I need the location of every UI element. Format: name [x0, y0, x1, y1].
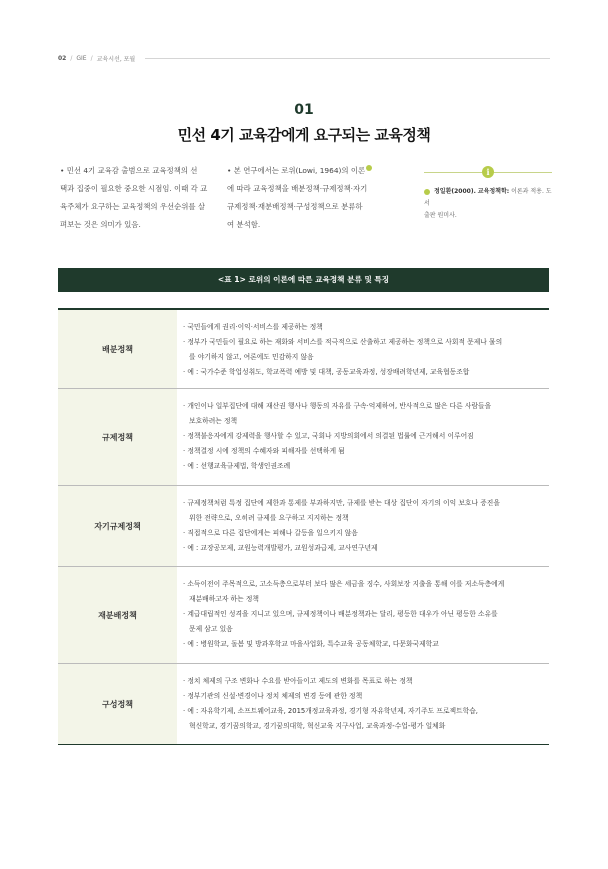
page-header: [58, 52, 550, 64]
row-line: · 예 : 선행교육규제법, 학생인권조례: [183, 462, 291, 470]
header-separator: /: [70, 54, 73, 62]
intro-line: 에 따라 교육정책을 배분정책·규제정책·자기: [227, 184, 368, 193]
intro-line: 택과 집중이 필요한 중요한 시점임. 이때 각 교: [60, 184, 208, 193]
info-icon: i: [482, 166, 494, 178]
row-line: 재분배하고자 하는 정책: [189, 595, 259, 603]
row-content: [177, 389, 549, 485]
intro-line: • 민선 4기 교육감 출범으로 교육정책의 선: [60, 166, 198, 175]
table-row: [58, 310, 549, 389]
header-rule: [145, 58, 550, 59]
table-row: [58, 664, 549, 745]
row-line: 위한 전략으로, 오히려 규제를 요구하고 지지하는 정책: [189, 514, 349, 522]
intro-line: • 본 연구에서는 로위(Lowi, 1964)의 이론: [227, 162, 397, 180]
row-line: · 정책불응자에게 강제력을 행사할 수 있고, 국회나 지방의회에서 의결된 법률에 근거해서 이루어짐: [183, 432, 474, 440]
row-line: · 정책결정 시에 정책의 수혜자와 피해자를 선택하게 됨: [183, 447, 345, 455]
section-number: 01: [294, 102, 314, 118]
row-line: · 소득이전이 주목적으로, 고소득층으로부터 보다 많은 세금을 징수, 사회보장 지출을 통해 이를 저소득층에게: [183, 580, 505, 588]
table-row: [58, 486, 549, 567]
row-line: · 직접적으로 다른 집단에게는 피해나 갈등을 일으키지 않음: [183, 529, 358, 537]
row-label: 규제정책: [58, 389, 177, 485]
row-label: 자기규제정책: [58, 486, 177, 566]
intro-line: 여 분석함.: [227, 220, 261, 229]
row-label: 구성정책: [58, 664, 177, 744]
row-line: · 국민들에게 권리·이익·서비스를 제공하는 정책: [183, 323, 323, 331]
row-line: · 예 : 국가수준 학업성취도, 학교폭력 예방 및 대책, 공동교육과정, 성장배려학년제, 교육협동조합: [183, 368, 470, 376]
page-number: 02: [58, 54, 67, 62]
table-title: <표 1> 로위의 이론에 따른 교육정책 분류 및 특징: [58, 268, 549, 292]
footnote-marker-icon: [366, 165, 372, 171]
row-line: · 계급대립적인 성격을 지니고 있으며, 규제정책이나 배분정책과는 달리, 평등한 대우가 아닌 평등한 소유를: [183, 610, 498, 618]
table-row: [58, 567, 549, 664]
row-line: · 예 : 병원학교, 돌봄 및 방과후학교 마을사업화, 특수교육 공동체학교, 다문화국제학교: [183, 640, 439, 648]
intro-line: 펴보는 것은 의미가 있음.: [60, 220, 141, 229]
intro-line: 규제정책·재분배정책·구성정책으로 분류하: [227, 202, 363, 211]
row-line: · 예 : 자유학기제, 소프트웨어교육, 2015개정교육과정, 경기형 자유학년제, 자기주도 프로젝트학습,: [183, 707, 478, 715]
intro-column-1: [60, 162, 210, 234]
row-content: [177, 664, 549, 744]
header-crumb-gie: GIE: [76, 54, 87, 62]
row-line: · 예 : 교장공모제, 교원능력개발평가, 교원성과급제, 교사연구년제: [183, 544, 378, 552]
header-separator: /: [90, 54, 93, 62]
row-line: · 규제정책처럼 특정 집단에 제한과 통제를 부과하지만, 규제를 받는 대상 집단이 자기의 이익 보호나 증진을: [183, 499, 500, 507]
row-line: 보호하려는 정책: [189, 417, 238, 425]
row-line: · 정부기관의 신설·변경이나 정치 체제의 변경 등에 관한 정책: [183, 692, 363, 700]
row-line: · 개인이나 일부집단에 대해 재산권 행사나 행동의 자유를 구속·억제하여, 반사적으로 많은 다른 사람들을: [183, 402, 492, 410]
row-content: [177, 486, 549, 566]
row-line: · 정부가 국민들이 필요로 하는 재화와 서비스를 적극적으로 산출하고 제공하는 정책으로 사회적 문제나 물의: [183, 338, 503, 346]
table-row: [58, 389, 549, 486]
note-text: 정일환(2000). 교육정책학: 이론과 적용. 도서 출판 원미사.: [424, 188, 552, 219]
row-line: 혁신학교, 경기꿈의학교, 경기꿈의대학, 혁신교육 지구사업, 교육과정-수업-평가 일체화: [189, 722, 446, 730]
row-content: [177, 567, 549, 663]
row-line: 를 야기하지 않고, 여론에도 민감하지 않음: [189, 353, 314, 361]
header-crumb-series: 교육시선, 포월: [96, 55, 136, 63]
row-line: · 정치 체제의 구조 변화나 수요를 받아들이고 제도의 변화를 목표로 하는 정책: [183, 677, 413, 685]
row-content: [177, 310, 549, 388]
row-label: 재분배정책: [58, 567, 177, 663]
intro-line: 육주체가 요구하는 교육정책의 우선순위를 살: [60, 202, 206, 211]
section-title: 민선 4기 교육감에게 요구되는 교육정책: [177, 126, 431, 144]
footnote-marker-icon: [424, 189, 430, 195]
row-line: 문제 삼고 있음: [189, 625, 233, 633]
intro-column-2: [227, 162, 397, 234]
row-label: 배분정책: [58, 310, 177, 388]
